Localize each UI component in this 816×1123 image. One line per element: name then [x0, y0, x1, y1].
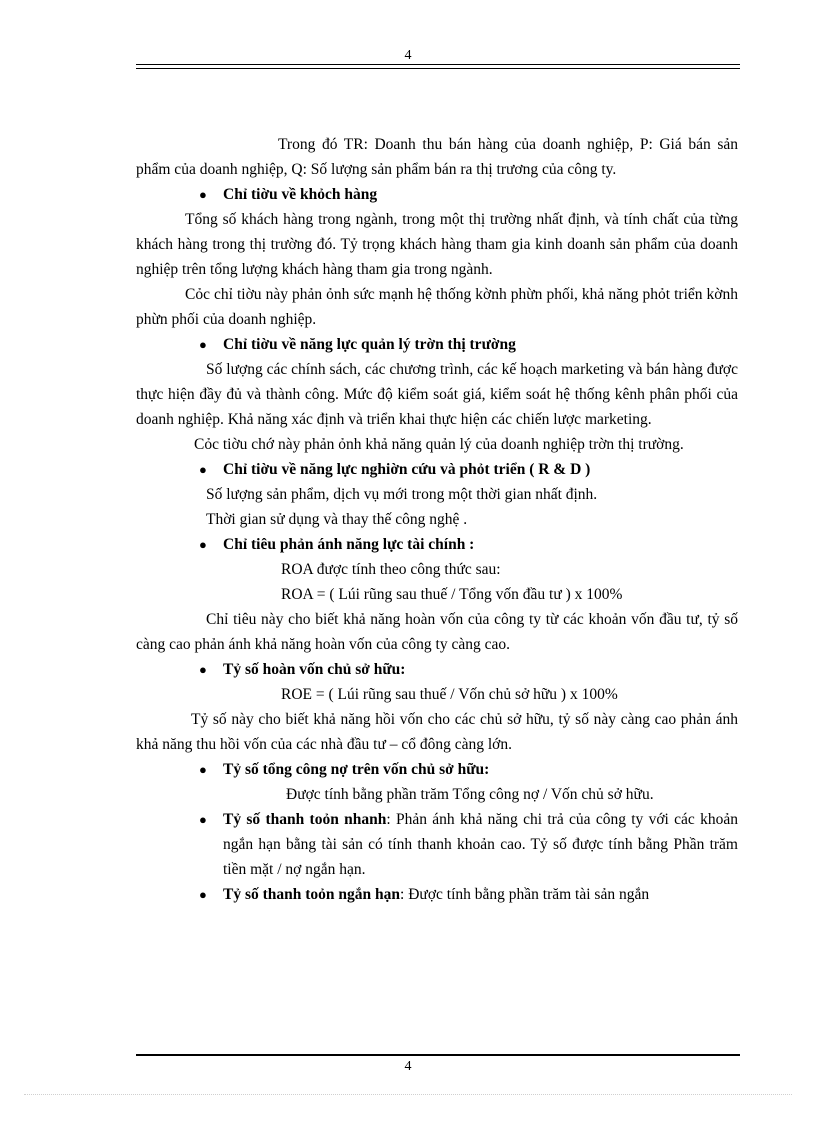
bullet-heading: Chỉ tiêu phản ánh năng lực tài chính :	[223, 536, 475, 553]
line-new-products: Số lượng sản phẩm, dịch vụ mới trong một thời gian nhất định.	[206, 486, 598, 503]
bullet-customer-criteria	[136, 182, 738, 207]
page-boundary-dotted-line	[24, 1094, 792, 1095]
paragraph-distribution-strength: Cỏc chỉ tiờu này phản ỏnh sức mạnh hệ thống kờnh phừn phối, khả năng phỏt triển kờnh phừn phối của doanh nghiệp.	[136, 286, 738, 328]
bullet-heading: Tỷ số thanh toỏn nhanh	[223, 811, 387, 828]
bullet-icon: ●	[199, 537, 207, 552]
paragraph-marketing-policies: Số lượng các chính sách, các chương trình, các kế hoạch marketing và bán hàng được thực hiện đầy đủ và thành công. Mức độ kiểm soát giá, kiểm soát hệ thống kênh phân phối của doanh nghiệp. Khả năng xác định và triển khai thực hiện các chiến lược marketing.	[136, 361, 738, 428]
bullet-research-development	[136, 457, 738, 482]
paragraph-roe-explanation: Tỷ số này cho biết khả năng hồi vốn cho các chủ sở hữu, tỷ số này càng cao phản ánh khả năng thu hồi vốn của các nhà đầu tư – cổ đông càng lớn.	[136, 711, 738, 753]
footer-rule	[136, 1054, 740, 1056]
bullet-icon: ●	[199, 887, 207, 902]
line-technology-time: Thời gian sử dụng và thay thế công nghệ .	[206, 511, 468, 528]
bullet-debt-to-equity	[136, 757, 738, 782]
bullet-financial-capacity	[136, 532, 738, 557]
bullet-icon: ●	[199, 662, 207, 677]
bullet-heading: Chỉ tiờu về khỏch hàng	[223, 186, 378, 203]
bullet-icon: ●	[199, 187, 207, 202]
bullet-heading: Chỉ tiờu về năng lực quản lý trờn thị trường	[223, 336, 516, 353]
paragraph-roa-explanation: Chỉ tiêu này cho biết khả năng hoàn vốn của công ty từ các khoản vốn đầu tư, tỷ số càng cao phản ánh khả năng hoàn vốn của công ty càng cao.	[136, 611, 738, 653]
paragraph-customer-total: Tổng số khách hàng trong ngành, trong một thị trường nhất định, và tính chất của từng khách hàng trong thị trường đó. Tỷ trọng khách hàng tham gia kinh doanh sản phẩm của doanh nghiệp trên tổng lượng khách hàng tham gia trong ngành.	[136, 211, 738, 278]
line-roa-formula: ROA = ( Lúi rũng sau thuế / Tổng vốn đầu tư ) x 100%	[281, 586, 623, 603]
bullet-icon: ●	[199, 762, 207, 777]
bullet-heading: Tỷ số tổng công nợ trên vốn chủ sở hữu:	[223, 761, 490, 778]
bullet-text: : Được tính bằng phần trăm tài sản ngắn	[400, 886, 650, 903]
bullet-icon: ●	[199, 812, 207, 827]
bullet-roe	[136, 657, 738, 682]
bullet-heading: Tỷ số thanh toỏn ngắn hạn	[223, 886, 401, 903]
line-debt-formula: Được tính bằng phần trăm Tổng công nợ / Vốn chủ sở hữu.	[286, 786, 654, 803]
bullet-quick-ratio	[136, 807, 738, 882]
bullet-icon: ●	[199, 337, 207, 352]
bullet-text: : Phản ánh khả năng chi trả của công ty với các khoản ngắn hạn bằng tài sản có tính thanh khoản cao. Tỷ số được tính bằng Phần trăm tiền mặt / nợ ngắn hạn.	[223, 811, 738, 878]
line-roa-intro: ROA được tính theo công thức sau:	[281, 561, 501, 578]
paragraph-management-capability: Cỏc tiờu chớ này phản ỏnh khả năng quản lý của doanh nghiệp trờn thị trường.	[194, 436, 684, 453]
footer-page-number: 4	[404, 1059, 412, 1074]
paragraph-tr-definition: Trong đó TR: Doanh thu bán hàng của doanh nghiệp, P: Giá bán sản phẩm của doanh nghiệp, Q: Số lượng sản phẩm bán ra thị trương của công ty.	[136, 136, 738, 178]
bullet-heading: Chỉ tiờu về năng lực nghiờn cứu và phỏt triển ( R & D )	[223, 461, 591, 478]
document-body	[136, 132, 738, 907]
bullet-icon: ●	[199, 462, 207, 477]
header-page-number: 4	[404, 48, 412, 63]
bullet-heading: Tỷ số hoàn vốn chủ sở hữu:	[223, 661, 406, 678]
bullet-market-management	[136, 332, 738, 357]
header-rule	[136, 64, 740, 69]
line-roe-formula: ROE = ( Lúi rũng sau thuế / Vốn chủ sở hữu ) x 100%	[281, 686, 618, 703]
bullet-current-ratio	[136, 882, 738, 907]
